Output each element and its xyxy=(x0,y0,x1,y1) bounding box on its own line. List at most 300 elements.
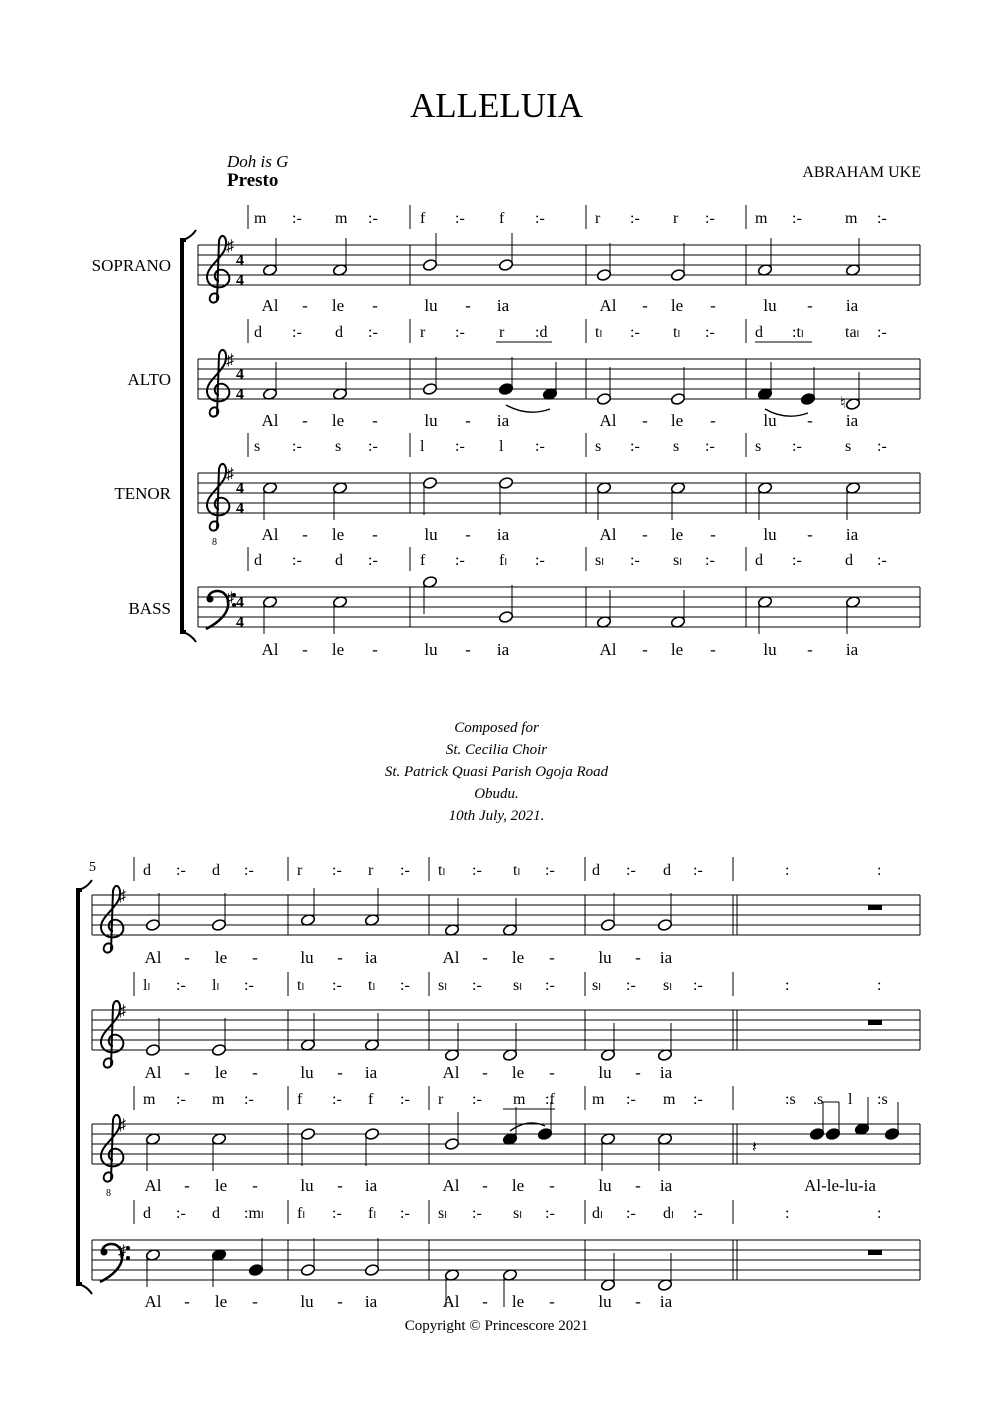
alto-solfa-syllable: :d xyxy=(535,324,548,341)
soprano-solfa-syllable: : xyxy=(785,862,790,879)
soprano-lyric-syllable: - xyxy=(710,296,716,315)
soprano-lyric-syllable: Al xyxy=(144,948,162,967)
alto-solfa-syllable: :- xyxy=(630,324,640,341)
bass-lyric-syllable: Al xyxy=(144,1292,162,1311)
soprano-solfa-syllable: r xyxy=(673,210,679,227)
tenor-lyric-syllable: ia xyxy=(364,1176,378,1195)
alto-lyric-syllable: Al xyxy=(442,1063,460,1082)
tenor-lyric-syllable: - xyxy=(482,1176,488,1195)
bass-lyric-syllable: - xyxy=(252,1292,258,1311)
time-signature-bottom: 4 xyxy=(236,500,244,517)
soprano-solfa-syllable: d xyxy=(143,862,151,879)
part-label-alto: ALTO xyxy=(127,370,171,389)
alto-solfa-syllable: :- xyxy=(545,977,555,994)
bass-solfa-syllable: :- xyxy=(545,1205,555,1222)
tenor-solfa-syllable: :- xyxy=(292,438,302,455)
bass-lyric-syllable: - xyxy=(807,640,813,659)
alto-solfa-syllable: lₗ xyxy=(212,977,220,994)
tenor-solfa-syllable: :- xyxy=(877,438,887,455)
alto-lyric-syllable: - xyxy=(337,1063,343,1082)
soprano-lyric-syllable: - xyxy=(642,296,648,315)
tenor-solfa-syllable: s xyxy=(335,438,342,455)
soprano-lyric-syllable: lu xyxy=(300,948,314,967)
bass-solfa-syllable: dₗ xyxy=(663,1205,674,1222)
tenor-solfa-syllable: .s xyxy=(813,1091,824,1108)
soprano-lyric-syllable: Al xyxy=(442,948,460,967)
alto-lyric-syllable: ia xyxy=(496,411,510,430)
measure-number: 5 xyxy=(89,860,96,875)
bass-solfa-syllable: d xyxy=(755,552,763,569)
tenor-solfa-syllable: s xyxy=(845,438,852,455)
tenor-solfa-syllable: :- xyxy=(455,438,465,455)
dedication-line: Composed for xyxy=(454,720,539,736)
alto-solfa-syllable: tₗ xyxy=(368,977,376,994)
soprano-lyric-syllable: le xyxy=(214,948,228,967)
soprano-lyric-syllable: - xyxy=(252,948,258,967)
soprano-solfa-syllable: r xyxy=(297,862,303,879)
tenor-lyric-syllable: - xyxy=(465,525,471,544)
quarter-note xyxy=(800,392,815,405)
copyright-notice: Copyright © Princescore 2021 xyxy=(404,1318,589,1334)
tenor-solfa-syllable: :- xyxy=(693,1091,703,1108)
soprano-solfa-syllable: :- xyxy=(877,210,887,227)
half-note xyxy=(422,382,437,395)
tenor-solfa-syllable: m xyxy=(663,1091,676,1108)
bass-lyric-syllable: - xyxy=(549,1292,555,1311)
tenor-solfa-syllable: s xyxy=(673,438,680,455)
bass-lyric-syllable: le xyxy=(331,640,345,659)
soprano-lyric-syllable: - xyxy=(337,948,343,967)
soprano-solfa-syllable: m xyxy=(845,210,858,227)
alto-solfa-syllable: taₗ xyxy=(845,324,860,341)
bass-solfa-syllable: :- xyxy=(877,552,887,569)
soprano-lyric-syllable: Al xyxy=(599,296,617,315)
soprano-solfa-syllable: : xyxy=(877,862,882,879)
soprano-lyric-syllable: lu xyxy=(763,296,777,315)
bass-lyric-syllable: - xyxy=(184,1292,190,1311)
alto-solfa-syllable: :- xyxy=(626,977,636,994)
bass-solfa-syllable: :- xyxy=(332,1205,342,1222)
tenor-solfa-syllable: :- xyxy=(630,438,640,455)
tenor-lyric-syllable: - xyxy=(252,1176,258,1195)
alto-solfa-syllable: :- xyxy=(332,977,342,994)
tenor-lyric-syllable: Al xyxy=(144,1176,162,1195)
tenor-solfa-syllable: :- xyxy=(535,438,545,455)
tenor-solfa-syllable: f xyxy=(297,1091,303,1108)
bass-lyric-syllable: Al xyxy=(599,640,617,659)
bass-solfa-syllable: :- xyxy=(693,1205,703,1222)
soprano-lyric-syllable: - xyxy=(372,296,378,315)
time-signature-top: 4 xyxy=(236,594,244,611)
bass-lyric-syllable: - xyxy=(635,1292,641,1311)
time-signature-top: 4 xyxy=(236,366,244,383)
bass-solfa-syllable: sₗ xyxy=(595,552,604,569)
sharp-icon: ♯ xyxy=(118,1003,126,1020)
alto-solfa-syllable: sₗ xyxy=(663,977,672,994)
tenor-solfa-syllable: s xyxy=(595,438,602,455)
half-note xyxy=(498,610,513,623)
dedication-line: Obudu. xyxy=(474,786,519,802)
alto-lyric-syllable: - xyxy=(807,411,813,430)
natural-icon: ♮ xyxy=(840,395,846,412)
alto-lyric-syllable: lu xyxy=(763,411,777,430)
soprano-solfa-syllable: r xyxy=(595,210,601,227)
tenor-lyric-syllable: le xyxy=(331,525,345,544)
time-signature-bottom: 4 xyxy=(236,272,244,289)
tenor-lyric-syllable: - xyxy=(642,525,648,544)
alto-solfa-syllable: :- xyxy=(877,324,887,341)
soprano-lyric-syllable: le xyxy=(511,948,525,967)
tenor-lyric-syllable: ia xyxy=(845,525,859,544)
time-signature-bottom: 4 xyxy=(236,614,244,631)
alto-lyric-syllable: - xyxy=(184,1063,190,1082)
sharp-icon: ♯ xyxy=(118,1243,126,1260)
bass-lyric-syllable: - xyxy=(302,640,308,659)
soprano-solfa-syllable: tₗ xyxy=(438,862,446,879)
bass-lyric-syllable: ia xyxy=(659,1292,673,1311)
tenor-solfa-syllable: :- xyxy=(472,1091,482,1108)
tenor-solfa-syllable: r xyxy=(438,1091,444,1108)
alto-lyric-syllable: le xyxy=(511,1063,525,1082)
tenor-lyric-syllable: Al xyxy=(442,1176,460,1195)
alto-lyric-syllable: Al xyxy=(599,411,617,430)
soprano-solfa-syllable: tₗ xyxy=(513,862,521,879)
bass-solfa-syllable: fₗ xyxy=(297,1205,305,1222)
tenor-solfa-syllable: :s xyxy=(877,1091,888,1108)
tenor-solfa-syllable: :- xyxy=(626,1091,636,1108)
soprano-solfa-syllable: :- xyxy=(368,210,378,227)
tenor-solfa-syllable: m xyxy=(143,1091,156,1108)
bass-solfa-syllable: :mₗ xyxy=(244,1205,264,1222)
dedication-line: St. Patrick Quasi Parish Ogoja Road xyxy=(384,764,609,780)
tenor-solfa-syllable: m xyxy=(212,1091,225,1108)
alto-lyric-syllable: - xyxy=(635,1063,641,1082)
soprano-solfa-syllable: :- xyxy=(292,210,302,227)
tenor-solfa-syllable: l xyxy=(848,1091,853,1108)
soprano-lyric-syllable: ia xyxy=(659,948,673,967)
bass-lyric-syllable: - xyxy=(337,1292,343,1311)
soprano-lyric-syllable: ia xyxy=(496,296,510,315)
half-note xyxy=(498,258,513,271)
soprano-solfa-syllable: :- xyxy=(693,862,703,879)
sharp-icon: ♯ xyxy=(226,590,234,607)
tenor-lyric-syllable: lu xyxy=(424,525,438,544)
tenor-lyric-syllable: - xyxy=(635,1176,641,1195)
time-signature-bottom: 4 xyxy=(236,386,244,403)
half-note xyxy=(670,268,685,281)
tenor-lyric-syllable: - xyxy=(549,1176,555,1195)
alto-solfa-syllable: r xyxy=(499,324,505,341)
bass-lyric-syllable: lu xyxy=(424,640,438,659)
tenor-solfa-syllable: :- xyxy=(368,438,378,455)
tenor-lyric-syllable: ia xyxy=(659,1176,673,1195)
soprano-lyric-syllable: - xyxy=(635,948,641,967)
tempo-marking: Presto xyxy=(227,170,279,191)
tenor-solfa-syllable: s xyxy=(755,438,762,455)
half-note xyxy=(422,258,437,271)
half-note xyxy=(670,392,685,405)
bass-lyric-syllable: lu xyxy=(598,1292,612,1311)
tenor-solfa-syllable: :- xyxy=(332,1091,342,1108)
alto-lyric-syllable: ia xyxy=(364,1063,378,1082)
alto-lyric-syllable: ia xyxy=(845,411,859,430)
tenor-solfa-syllable: :f xyxy=(545,1091,555,1108)
time-signature-top: 4 xyxy=(236,480,244,497)
tenor-lyric-syllable: le xyxy=(670,525,684,544)
alto-solfa-syllable: : xyxy=(785,977,790,994)
sharp-icon: ♯ xyxy=(118,888,126,905)
soprano-solfa-syllable: :- xyxy=(630,210,640,227)
tenor-solfa-syllable: :s xyxy=(785,1091,796,1108)
alto-solfa-syllable: :- xyxy=(176,977,186,994)
soprano-solfa-syllable: :- xyxy=(176,862,186,879)
alto-lyric-syllable: le xyxy=(214,1063,228,1082)
tenor-solfa-syllable: :- xyxy=(176,1091,186,1108)
tenor-solfa-syllable: l xyxy=(420,438,425,455)
part-label-bass: BASS xyxy=(128,599,171,618)
dedication-line: 10th July, 2021. xyxy=(448,808,545,824)
soprano-solfa-syllable: :- xyxy=(244,862,254,879)
svg-text:8: 8 xyxy=(106,1188,111,1199)
tenor-solfa-syllable: :- xyxy=(705,438,715,455)
bass-solfa-syllable: :- xyxy=(792,552,802,569)
system-bracket xyxy=(182,240,186,632)
alto-lyric-syllable: lu xyxy=(598,1063,612,1082)
alto-lyric-syllable: - xyxy=(549,1063,555,1082)
bass-solfa-syllable: : xyxy=(785,1205,790,1222)
alto-lyric-syllable: - xyxy=(642,411,648,430)
tenor-lyric-syllable: le xyxy=(214,1176,228,1195)
bass-lyric-syllable: ia xyxy=(496,640,510,659)
soprano-lyric-syllable: - xyxy=(302,296,308,315)
bass-lyric-syllable: Al xyxy=(261,640,279,659)
soprano-solfa-syllable: :- xyxy=(472,862,482,879)
tenor-lyric-syllable: Al xyxy=(261,525,279,544)
slur xyxy=(506,405,550,412)
quarter-rest-icon: 𝄽 xyxy=(752,1139,757,1156)
tenor-solfa-syllable: f xyxy=(368,1091,374,1108)
part-label-soprano: SOPRANO xyxy=(91,256,171,275)
soprano-solfa-syllable: m xyxy=(755,210,768,227)
tenor-lyric-syllable: - xyxy=(710,525,716,544)
tenor-lyric-syllable: - xyxy=(807,525,813,544)
alto-solfa-syllable: :- xyxy=(693,977,703,994)
alto-solfa-syllable: :- xyxy=(705,324,715,341)
tenor-lyric-syllable: - xyxy=(372,525,378,544)
tenor-lyric-syllable: lu xyxy=(763,525,777,544)
bass-lyric-syllable: lu xyxy=(763,640,777,659)
soprano-solfa-syllable: :- xyxy=(792,210,802,227)
bass-lyric-syllable: le xyxy=(214,1292,228,1311)
soprano-lyric-syllable: ia xyxy=(845,296,859,315)
alto-lyric-syllable: le xyxy=(670,411,684,430)
bass-solfa-syllable: :- xyxy=(535,552,545,569)
soprano-lyric-syllable: - xyxy=(184,948,190,967)
alto-lyric-syllable: Al xyxy=(144,1063,162,1082)
tenor-solfa-syllable: :- xyxy=(400,1091,410,1108)
bass-lyric-syllable: Al xyxy=(442,1292,460,1311)
sharp-icon: ♯ xyxy=(226,466,234,483)
bass-lyric-syllable: le xyxy=(670,640,684,659)
soprano-solfa-syllable: :- xyxy=(455,210,465,227)
soprano-lyric-syllable: - xyxy=(482,948,488,967)
bass-lyric-syllable: - xyxy=(372,640,378,659)
tenor-solfa-syllable: l xyxy=(499,438,504,455)
alto-lyric-syllable: Al xyxy=(261,411,279,430)
alto-lyric-syllable: - xyxy=(465,411,471,430)
soprano-solfa-syllable: :- xyxy=(332,862,342,879)
soprano-lyric-syllable: lu xyxy=(598,948,612,967)
alto-lyric-syllable: lu xyxy=(300,1063,314,1082)
soprano-lyric-syllable: le xyxy=(331,296,345,315)
tenor-lyric-syllable: lu xyxy=(300,1176,314,1195)
tenor-solfa-syllable: :- xyxy=(244,1091,254,1108)
bass-solfa-syllable: sₗ xyxy=(438,1205,447,1222)
bass-solfa-syllable: :- xyxy=(705,552,715,569)
bass-solfa-syllable: :- xyxy=(455,552,465,569)
bass-solfa-syllable: :- xyxy=(292,552,302,569)
bass-solfa-syllable: :- xyxy=(472,1205,482,1222)
soprano-lyric-syllable: ia xyxy=(364,948,378,967)
soprano-solfa-syllable: f xyxy=(420,210,426,227)
quarter-note xyxy=(498,382,513,395)
bass-solfa-syllable: :- xyxy=(176,1205,186,1222)
key-indication: Doh is G xyxy=(227,152,289,171)
bass-solfa-syllable: d xyxy=(335,552,343,569)
alto-solfa-syllable: :- xyxy=(455,324,465,341)
bass-solfa-syllable: d xyxy=(212,1205,220,1222)
alto-lyric-syllable: - xyxy=(710,411,716,430)
bass-solfa-syllable: :- xyxy=(368,552,378,569)
alto-solfa-syllable: :tₗ xyxy=(792,324,804,341)
tenor-lyric-syllable: - xyxy=(337,1176,343,1195)
bass-solfa-syllable: :- xyxy=(630,552,640,569)
alto-solfa-syllable: tₗ xyxy=(673,324,681,341)
tenor-solfa-syllable: m xyxy=(592,1091,605,1108)
half-note xyxy=(422,476,437,489)
tenor-solfa-syllable: s xyxy=(254,438,261,455)
bass-lyric-syllable: ia xyxy=(845,640,859,659)
bass-lyric-syllable: le xyxy=(511,1292,525,1311)
alto-solfa-syllable: :- xyxy=(244,977,254,994)
tenor-lyric-syllable: Al xyxy=(599,525,617,544)
soprano-solfa-syllable: m xyxy=(254,210,267,227)
soprano-lyric-syllable: - xyxy=(549,948,555,967)
bass-solfa-syllable: fₗ xyxy=(499,552,507,569)
bass-lyric-syllable: lu xyxy=(300,1292,314,1311)
alto-solfa-syllable: d xyxy=(254,324,262,341)
half-note xyxy=(596,268,611,281)
bass-solfa-syllable: sₗ xyxy=(513,1205,522,1222)
alto-solfa-syllable: tₗ xyxy=(595,324,603,341)
alto-lyric-syllable: - xyxy=(302,411,308,430)
bass-solfa-syllable: : xyxy=(877,1205,882,1222)
alto-lyric-syllable: lu xyxy=(424,411,438,430)
soprano-lyric-syllable: Al xyxy=(261,296,279,315)
alto-solfa-syllable: :- xyxy=(292,324,302,341)
soprano-solfa-syllable: :- xyxy=(545,862,555,879)
soprano-solfa-syllable: :- xyxy=(400,862,410,879)
soprano-lyric-syllable: - xyxy=(465,296,471,315)
svg-text:8: 8 xyxy=(212,537,217,548)
alto-lyric-syllable: ia xyxy=(659,1063,673,1082)
tenor-lyric-syllable: Al-le-lu-ia xyxy=(804,1176,876,1195)
bass-solfa-syllable: d xyxy=(845,552,853,569)
bass-lyric-syllable: - xyxy=(710,640,716,659)
alto-lyric-syllable: - xyxy=(252,1063,258,1082)
alto-solfa-syllable: d xyxy=(755,324,763,341)
dedication-line: St. Cecilia Choir xyxy=(445,742,548,758)
soprano-solfa-syllable: d xyxy=(663,862,671,879)
soprano-solfa-syllable: r xyxy=(368,862,374,879)
alto-solfa-syllable: lₗ xyxy=(143,977,151,994)
alto-solfa-syllable: r xyxy=(420,324,426,341)
alto-solfa-syllable: sₗ xyxy=(513,977,522,994)
soprano-solfa-syllable: :- xyxy=(626,862,636,879)
tenor-lyric-syllable: - xyxy=(302,525,308,544)
alto-lyric-syllable: - xyxy=(372,411,378,430)
soprano-solfa-syllable: :- xyxy=(705,210,715,227)
bass-lyric-syllable: - xyxy=(482,1292,488,1311)
score-title: ALLELUIA xyxy=(409,86,583,125)
alto-solfa-syllable: :- xyxy=(368,324,378,341)
bass-solfa-syllable: d xyxy=(143,1205,151,1222)
alto-solfa-syllable: d xyxy=(335,324,343,341)
alto-solfa-syllable: sₗ xyxy=(438,977,447,994)
bass-solfa-syllable: f xyxy=(420,552,426,569)
soprano-solfa-syllable: d xyxy=(592,862,600,879)
alto-solfa-syllable: :- xyxy=(472,977,482,994)
bass-lyric-syllable: - xyxy=(465,640,471,659)
bass-solfa-syllable: fₗ xyxy=(368,1205,376,1222)
sharp-icon: ♯ xyxy=(226,352,234,369)
alto-solfa-syllable: sₗ xyxy=(592,977,601,994)
bass-solfa-syllable: dₗ xyxy=(592,1205,603,1222)
alto-solfa-syllable: :- xyxy=(400,977,410,994)
bass-lyric-syllable: - xyxy=(642,640,648,659)
soprano-solfa-syllable: :- xyxy=(535,210,545,227)
bass-solfa-syllable: :- xyxy=(400,1205,410,1222)
tenor-lyric-syllable: le xyxy=(511,1176,525,1195)
tenor-lyric-syllable: ia xyxy=(496,525,510,544)
half-note xyxy=(596,392,611,405)
soprano-lyric-syllable: - xyxy=(807,296,813,315)
soprano-solfa-syllable: m xyxy=(335,210,348,227)
bass-solfa-syllable: :- xyxy=(626,1205,636,1222)
alto-lyric-syllable: le xyxy=(331,411,345,430)
time-signature-top: 4 xyxy=(236,252,244,269)
tenor-solfa-syllable: m xyxy=(513,1091,526,1108)
tenor-lyric-syllable: - xyxy=(184,1176,190,1195)
sharp-icon: ♯ xyxy=(118,1117,126,1134)
composer-name: ABRAHAM UKE xyxy=(802,164,921,181)
half-note xyxy=(498,476,513,489)
soprano-solfa-syllable: d xyxy=(212,862,220,879)
alto-solfa-syllable: tₗ xyxy=(297,977,305,994)
alto-solfa-syllable: : xyxy=(877,977,882,994)
bass-solfa-syllable: d xyxy=(254,552,262,569)
bass-solfa-syllable: sₗ xyxy=(673,552,682,569)
tenor-solfa-syllable: :- xyxy=(792,438,802,455)
part-label-tenor: TENOR xyxy=(114,484,171,503)
soprano-solfa-syllable: f xyxy=(499,210,505,227)
soprano-lyric-syllable: lu xyxy=(424,296,438,315)
bass-lyric-syllable: ia xyxy=(364,1292,378,1311)
alto-lyric-syllable: - xyxy=(482,1063,488,1082)
soprano-lyric-syllable: le xyxy=(670,296,684,315)
sharp-icon: ♯ xyxy=(226,238,234,255)
tenor-lyric-syllable: lu xyxy=(598,1176,612,1195)
